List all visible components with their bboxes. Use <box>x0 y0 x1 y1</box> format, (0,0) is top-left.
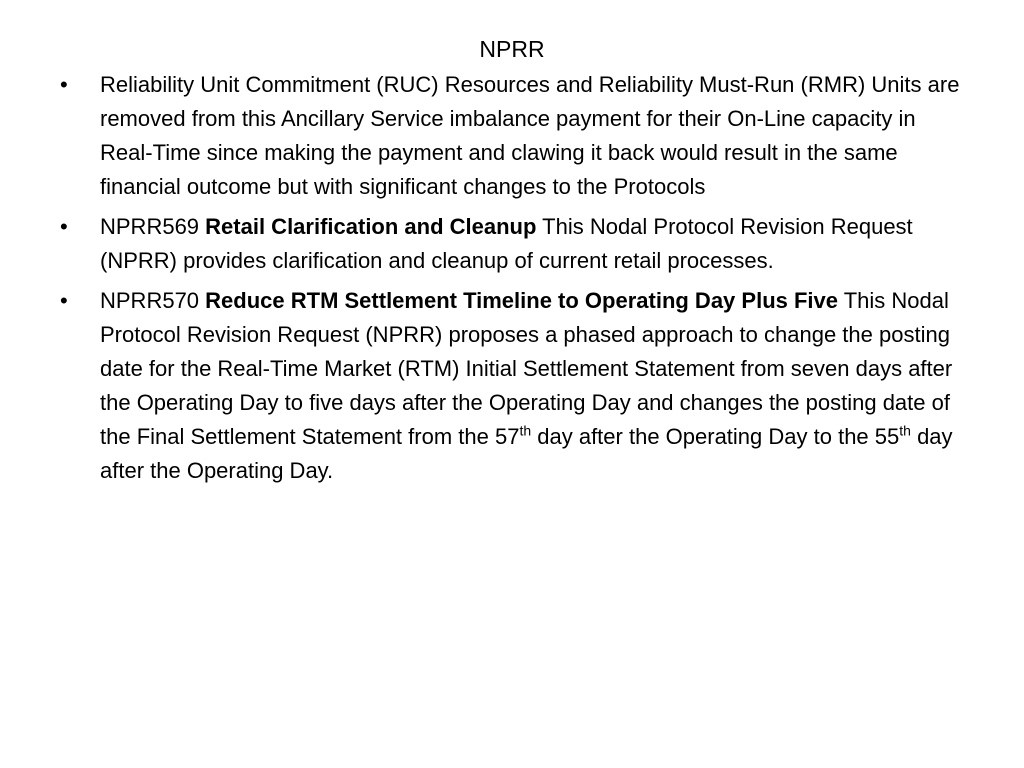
superscript: th <box>519 422 532 439</box>
bullet-prefix: NPRR570 <box>100 288 206 313</box>
bullet-icon: • <box>60 214 68 239</box>
bullet-list <box>58 68 968 494</box>
bullet-text: day after the Operating Day. <box>100 424 953 483</box>
superscript: th <box>899 422 911 439</box>
bullet-item-nprr569 <box>58 210 968 278</box>
bullet-bold-title: Reduce RTM Settlement Timeline to Operating Day Plus Five <box>205 288 838 313</box>
bullet-text: This Nodal Protocol Revision Request (NPRR) provides clarification and cleanup of current retail processes. <box>100 214 913 273</box>
bullet-item-nprr570 <box>58 284 968 488</box>
bullet-text: day after the Operating Day to the 55 <box>531 424 900 449</box>
bullet-icon: • <box>60 288 68 313</box>
slide-title: NPRR <box>479 36 545 62</box>
bullet-item-ruc-rmr <box>58 68 968 204</box>
bullet-bold-title: Retail Clarification and Cleanup <box>205 214 537 239</box>
bullet-prefix: NPRR569 <box>100 214 206 239</box>
bullet-text: This Nodal Protocol Revision Request (NPRR) proposes a phased approach to change the posting date for the Real-Time Market (RTM) Initial Settlement Statement from seven days after the Operating Day to five days after the Operating Day and changes the posting date of the Final Settlement Statement from the 57 <box>100 288 953 449</box>
bullet-text: Reliability Unit Commitment (RUC) Resources and Reliability Must-Run (RMR) Units are removed from this Ancillary Service imbalance payment for their On-Line capacity in Real-Time since making the payment and clawing it back would result in the same financial outcome but with significant changes to the Protocols <box>100 72 960 199</box>
bullet-icon: • <box>60 72 68 97</box>
